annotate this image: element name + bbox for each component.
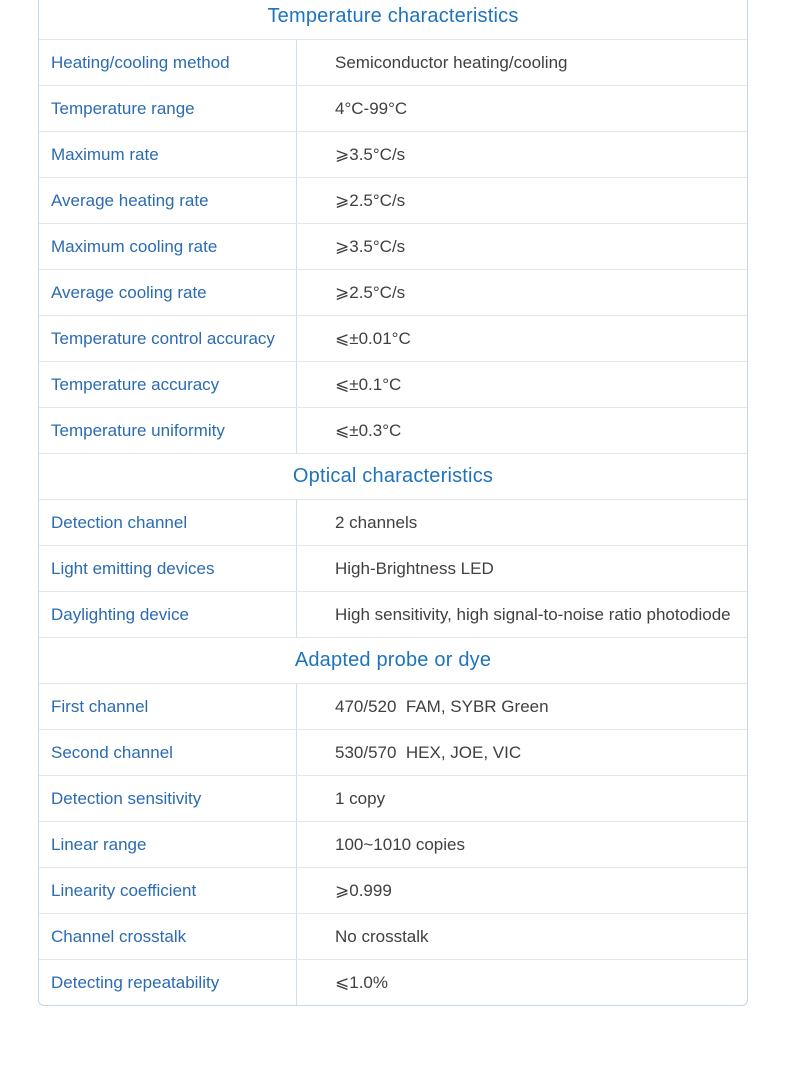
- spec-row: [39, 867, 747, 913]
- row-value: 4°C-99°C: [296, 86, 747, 131]
- spec-row: [39, 499, 747, 545]
- row-value: ⩾2.5°C/s: [296, 178, 747, 223]
- row-label: Detection sensitivity: [51, 788, 202, 808]
- spec-row: [39, 361, 747, 407]
- row-value: ⩽1.0%: [296, 960, 747, 1005]
- row-label: Maximum rate: [51, 144, 159, 164]
- row-label: Heating/cooling method: [51, 52, 230, 72]
- row-value: 2 channels: [296, 500, 747, 545]
- row-value: 470/520 FAM, SYBR Green: [296, 684, 747, 729]
- row-label: Maximum cooling rate: [51, 236, 218, 256]
- spec-row: [39, 131, 747, 177]
- spec-row: [39, 269, 747, 315]
- spec-row: [39, 913, 747, 959]
- row-label: Temperature control accuracy: [51, 328, 275, 348]
- row-value: ⩾3.5°C/s: [296, 224, 747, 269]
- section-title: Optical characteristics: [292, 465, 494, 487]
- row-value: Semiconductor heating/cooling: [296, 40, 747, 85]
- section-title: Temperature characteristics: [267, 4, 519, 27]
- row-label: First channel: [51, 696, 149, 716]
- row-value: ⩾3.5°C/s: [296, 132, 747, 177]
- row-value: ⩽±0.1°C: [296, 362, 747, 407]
- spec-row: [39, 683, 747, 729]
- row-value: 1 copy: [296, 776, 747, 821]
- row-label: Average cooling rate: [51, 282, 207, 302]
- row-label: Linearity coefficient: [51, 880, 197, 900]
- spec-row: [39, 821, 747, 867]
- spec-row: [39, 545, 747, 591]
- row-value: ⩽±0.01°C: [296, 316, 747, 361]
- spec-row: [39, 223, 747, 269]
- row-value: ⩽±0.3°C: [296, 408, 747, 453]
- spec-row: [39, 315, 747, 361]
- row-value: High-Brightness LED: [296, 546, 747, 591]
- spec-row: [39, 775, 747, 821]
- row-value: 530/570 HEX, JOE, VIC: [296, 730, 747, 775]
- row-label: Linear range: [51, 834, 147, 854]
- row-label: Detection channel: [51, 512, 188, 532]
- spec-row: [39, 407, 747, 453]
- section-title: Adapted probe or dye: [294, 649, 492, 671]
- section-header-probe-dye: [39, 637, 747, 683]
- row-label: Detecting repeatability: [51, 972, 220, 992]
- row-label: Daylighting device: [51, 604, 189, 624]
- row-value: High sensitivity, high signal-to-noise ratio photodiode: [296, 592, 747, 637]
- spec-row: [39, 729, 747, 775]
- spec-row: [39, 959, 747, 1005]
- row-value: 100~1010 copies: [296, 822, 747, 867]
- row-label: Channel crosstalk: [51, 926, 187, 946]
- row-value: ⩾0.999: [296, 868, 747, 913]
- spec-row: [39, 177, 747, 223]
- row-label: Temperature accuracy: [51, 374, 220, 394]
- row-label: Temperature range: [51, 98, 195, 118]
- row-label: Average heating rate: [51, 190, 209, 210]
- row-label: Light emitting devices: [51, 558, 215, 578]
- spec-row: [39, 591, 747, 637]
- section-header-optical: [39, 453, 747, 499]
- row-value: No crosstalk: [296, 914, 747, 959]
- spec-table: [38, 0, 748, 1006]
- spec-row: [39, 85, 747, 131]
- section-header-temperature: [39, 0, 747, 39]
- row-label: Temperature uniformity: [51, 420, 225, 440]
- row-label: Second channel: [51, 742, 173, 762]
- row-value: ⩾2.5°C/s: [296, 270, 747, 315]
- spec-row: [39, 39, 747, 85]
